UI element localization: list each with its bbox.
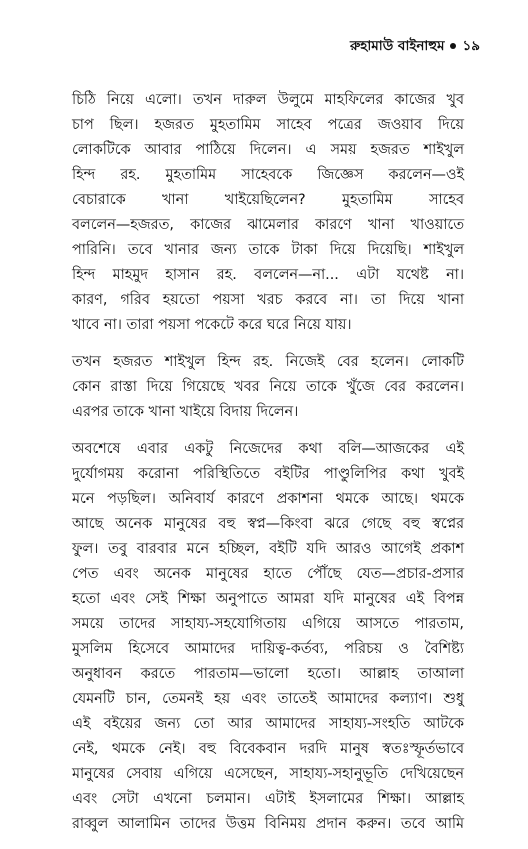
text-line: খাবে না। তারা পয়সা পকেটে করে ঘরে নিয়ে যায়। (72, 317, 352, 333)
bullet-icon (450, 43, 456, 49)
text-line: চাপ ছিল। হজরত মুহতামিম সাহেব পত্রের জওয়াব দিয়ে (72, 117, 464, 133)
text-line: এরপর তাকে খানা খাইয়ে বিদায় দিলেন। (72, 404, 299, 420)
text-line: মনে পড়ছিল। অনিবার্য কারণে প্রকাশনা থমকে আছে। থমকে (72, 491, 464, 507)
text-line: চিঠি নিয়ে এলো। তখন দারুল উলুমে মাহফিলের কাজের খুব (72, 92, 464, 108)
text-line: মুসলিম হিসেবে আমাদের দায়িত্ব-কর্তব্য, পরিচয় ও বৈশিষ্ট্য (72, 641, 464, 657)
text-line: কোন রাস্তা দিয়ে গিয়েছে খবর নিয়ে তাকে খুঁজে বের করলেন। (72, 379, 464, 395)
page-number: ১৯ (462, 38, 480, 54)
text-line: পারিনি। তবে খানার জন্য তাকে টাকা দিয়ে দিয়েছি। শাইখুল (72, 242, 464, 258)
text-line: বেচারাকে খানা খাইয়েছিলেন? মুহতামিম সাহেব (72, 192, 464, 208)
text-line: দুর্যোগময় করোনা পরিস্থিতিতে বইটির পাণ্ডুলিপির কথা খুবই (72, 466, 464, 482)
running-head-title: রুহামাউ বাইনাহুম (349, 38, 445, 54)
text-line: নেই, থমকে নেই। বহু বিবেকবান দরদি মানুষ স্বতঃস্ফূর্তভাবে (72, 741, 464, 757)
text-line: মানুষের সেবায় এগিয়ে এসেছেন, সাহায্য-সহানুভূতি দেখিয়েছেন (72, 766, 464, 782)
paragraph (72, 437, 464, 837)
body-text (72, 88, 464, 849)
text-line: সময়ে তাদের সাহায্য-সহযোগিতায় এগিয়ে আসতে পারতাম, (72, 616, 464, 632)
text-line: রাব্বুল আলামিন তাদের উত্তম বিনিময় প্রদান করুন। তবে আমি (72, 816, 464, 832)
text-line: কারণ, গরিব হয়তো পয়সা খরচ করবে না। তা দিয়ে খানা (72, 292, 464, 308)
running-head (350, 37, 480, 55)
text-line: তখন হজরত শাইখুল হিন্দ রহ. নিজেই বের হলেন। লোকটি (72, 354, 464, 370)
text-line: অবশেষে এবার একটু নিজেদের কথা বলি—আজকের এই (72, 441, 464, 457)
text-line: পেত এবং অনেক মানুষের হাতে পৌঁছে যেত—প্রচার-প্রসার (72, 566, 464, 582)
text-line: বললেন—হজরত, কাজের ঝামেলার কারণে খানা খাওয়াতে (72, 217, 464, 233)
text-line: এই বইয়ের জন্য তো আর আমাদের সাহায্য-সংহতি আটকে (72, 716, 464, 732)
text-line: হিন্দ রহ. মুহতামিম সাহেবকে জিজ্ঞেস করলেন—ওই (72, 167, 464, 183)
text-line: অনুধাবন করতে পারতাম—ভালো হতো। আল্লাহ তাআলা (72, 666, 464, 682)
text-line: এবং সেটা এখনো চলমান। এটাই ইসলামের শিক্ষা। আল্লাহ (72, 791, 464, 807)
text-line: আছে অনেক মানুষের বহু স্বপ্ন—কিংবা ঝরে গেছে বহু স্বপ্নের (72, 516, 464, 532)
text-line: ফুল। তবু বারবার মনে হচ্ছিল, বইটি যদি আরও আগেই প্রকাশ (72, 541, 464, 557)
paragraph (72, 350, 464, 425)
text-line: যেমনটি চান, তেমনই হয় এবং তাতেই আমাদের কল্যাণ। শুধু (72, 691, 464, 707)
text-line: হিন্দ মাহমুদ হাসান রহ. বললেন—না... এটা যথেষ্ট না। (72, 267, 464, 283)
text-line: হতো এবং সেই শিক্ষা অনুপাতে আমরা যদি মানুষের এই বিপন্ন (72, 591, 464, 607)
paragraph (72, 88, 464, 338)
text-line: লোকটিকে আবার পাঠিয়ে দিলেন। এ সময় হজরত শাইখুল (72, 142, 464, 158)
